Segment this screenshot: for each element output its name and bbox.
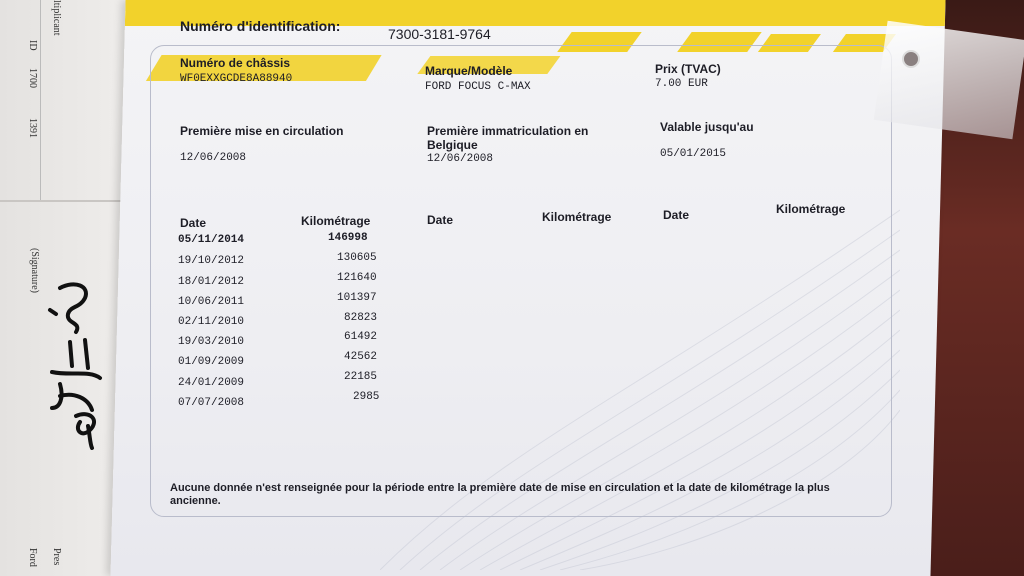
valid-value: 05/01/2015 bbox=[660, 148, 727, 160]
table-row-km: 82823 bbox=[344, 312, 378, 324]
table-row-date: 01/09/2009 bbox=[178, 356, 245, 368]
price-label: Prix (TVAC) bbox=[655, 62, 721, 76]
plastic-sleeve bbox=[874, 21, 1024, 140]
first-use-value: 12/06/2008 bbox=[180, 152, 247, 164]
table-row-km: 130605 bbox=[337, 252, 377, 264]
id-value: 7300-3181-9764 bbox=[388, 26, 491, 42]
table-row-date: 05/11/2014 bbox=[178, 234, 245, 246]
make-label: Marque/Modèle bbox=[425, 64, 513, 78]
table-row-km: 101397 bbox=[337, 292, 377, 304]
first-use-label: Première mise en circulation bbox=[180, 124, 344, 138]
sheet-rule bbox=[40, 0, 41, 200]
vertical-text-id: ID bbox=[27, 40, 38, 51]
make-value: FORD FOCUS C-MAX bbox=[425, 81, 531, 93]
table-row-date: 19/03/2010 bbox=[178, 336, 245, 348]
header-km-1: Kilométrage bbox=[301, 214, 371, 228]
table-row-date: 19/10/2012 bbox=[178, 255, 245, 267]
header-date-3: Date bbox=[663, 208, 690, 222]
table-row-km: 2985 bbox=[353, 391, 380, 403]
vertical-text-signature: (Signature) bbox=[29, 248, 40, 293]
chassis-value: WF0EXXGCDE8A88940 bbox=[180, 73, 293, 85]
sheet-fold bbox=[0, 200, 140, 202]
vertical-text-pres: Pres bbox=[51, 548, 62, 566]
handwritten-signature bbox=[30, 280, 120, 450]
table-row-km: 22185 bbox=[344, 371, 378, 383]
punch-hole bbox=[902, 50, 920, 68]
table-row-date: 02/11/2010 bbox=[178, 316, 245, 328]
table-row-km: 146998 bbox=[328, 232, 368, 244]
table-row-date: 10/06/2011 bbox=[178, 296, 245, 308]
table-row-km: 61492 bbox=[344, 331, 378, 343]
vertical-text-ford: Ford bbox=[27, 548, 38, 567]
price-value: 7.00 EUR bbox=[655, 78, 708, 90]
table-row-date: 07/07/2008 bbox=[178, 397, 245, 409]
header-km-2: Kilométrage bbox=[542, 210, 612, 224]
table-row-km: 42562 bbox=[344, 351, 378, 363]
valid-label: Valable jusqu'au bbox=[660, 120, 754, 134]
first-reg-label-2: Belgique bbox=[427, 138, 478, 152]
vertical-text-top: ltiplicant bbox=[51, 0, 62, 36]
first-reg-label-1: Première immatriculation en bbox=[427, 124, 589, 138]
header-date-1: Date bbox=[180, 216, 207, 230]
table-row-date: 24/01/2009 bbox=[178, 377, 245, 389]
vertical-text-1391: 1391 bbox=[27, 118, 38, 138]
id-label: Numéro d'identification: bbox=[180, 18, 341, 34]
table-row-date: 18/01/2012 bbox=[178, 276, 245, 288]
table-row-km: 121640 bbox=[337, 272, 377, 284]
header-date-2: Date bbox=[427, 213, 454, 227]
footer-note: Aucune donnée n'est renseignée pour la période entre la première date de mise en circulation et la date de kilométrage la plus ancienne. bbox=[170, 482, 830, 507]
first-reg-value: 12/06/2008 bbox=[427, 153, 494, 165]
vertical-text-1700: 1700 bbox=[27, 68, 38, 88]
header-km-3: Kilométrage bbox=[776, 202, 846, 216]
chassis-label: Numéro de châssis bbox=[180, 56, 291, 70]
